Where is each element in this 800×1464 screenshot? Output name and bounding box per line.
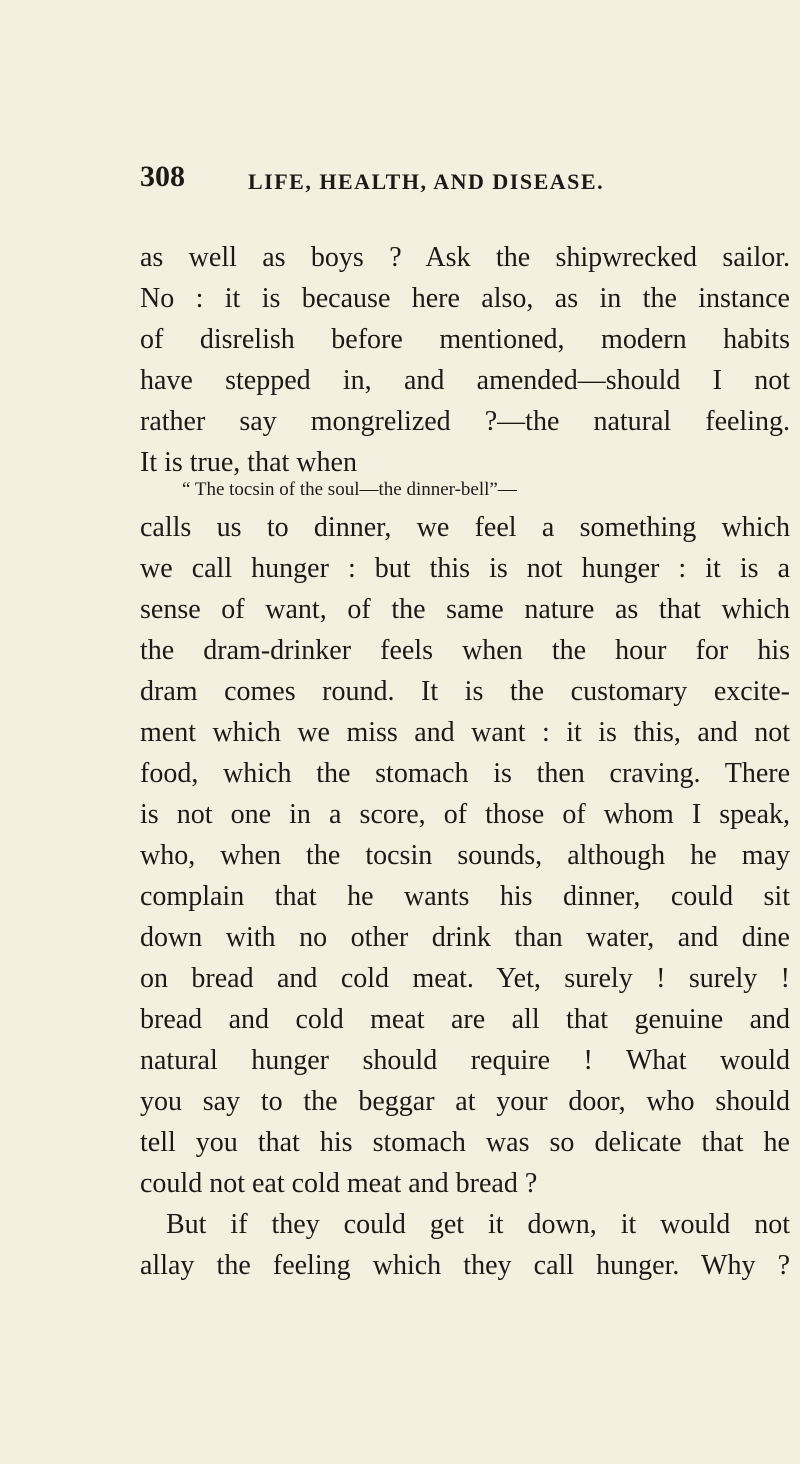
paragraph-start-line: But if they could get it down, it would not	[166, 1209, 790, 1240]
text-line: the dram-drinker feels when the hour for his	[140, 635, 790, 666]
body-text	[140, 237, 790, 1286]
text-line: calls us to dinner, we feel a something which	[140, 512, 790, 543]
text-line: who, when the tocsin sounds, although he may	[140, 840, 790, 871]
text-line: of disrelish before mentioned, modern habits	[140, 324, 790, 355]
text-line: tell you that his stomach was so delicate that he	[140, 1127, 790, 1158]
text-line: as well as boys ? Ask the shipwrecked sailor.	[140, 242, 790, 273]
text-line: complain that he wants his dinner, could sit	[140, 881, 790, 912]
running-title: LIFE, HEALTH, AND DISEASE.	[248, 169, 605, 194]
text-line: bread and cold meat are all that genuine and	[140, 1004, 790, 1035]
text-line: natural hunger should require ! What would	[140, 1045, 790, 1076]
text-line: ment which we miss and want : it is this, and not	[140, 717, 790, 748]
text-line: could not eat cold meat and bread ?	[140, 1168, 538, 1199]
text-line: allay the feeling which they call hunger. Why ?	[140, 1250, 790, 1281]
text-line: have stepped in, and amended—should I not	[140, 365, 790, 396]
text-line: No : it is because here also, as in the instance	[140, 283, 790, 314]
running-head	[140, 160, 780, 200]
text-line: sense of want, of the same nature as that which	[140, 594, 790, 625]
text-line: down with no other drink than water, and dine	[140, 922, 790, 953]
text-line: you say to the beggar at your door, who should	[140, 1086, 790, 1117]
text-line: on bread and cold meat. Yet, surely ! surely !	[140, 963, 790, 994]
text-line: It is true, that when	[140, 447, 357, 478]
page-number: 308	[140, 160, 185, 193]
quotation-line: “ The tocsin of the soul—the dinner-bell”—	[182, 479, 517, 500]
text-line: we call hunger : but this is not hunger : it is a	[140, 553, 790, 584]
text-line: is not one in a score, of those of whom I speak,	[140, 799, 790, 830]
text-line: dram comes round. It is the customary excite-	[140, 676, 790, 707]
text-line: food, which the stomach is then craving. There	[140, 758, 790, 789]
text-line: rather say mongrelized ?—the natural feeling.	[140, 406, 790, 437]
